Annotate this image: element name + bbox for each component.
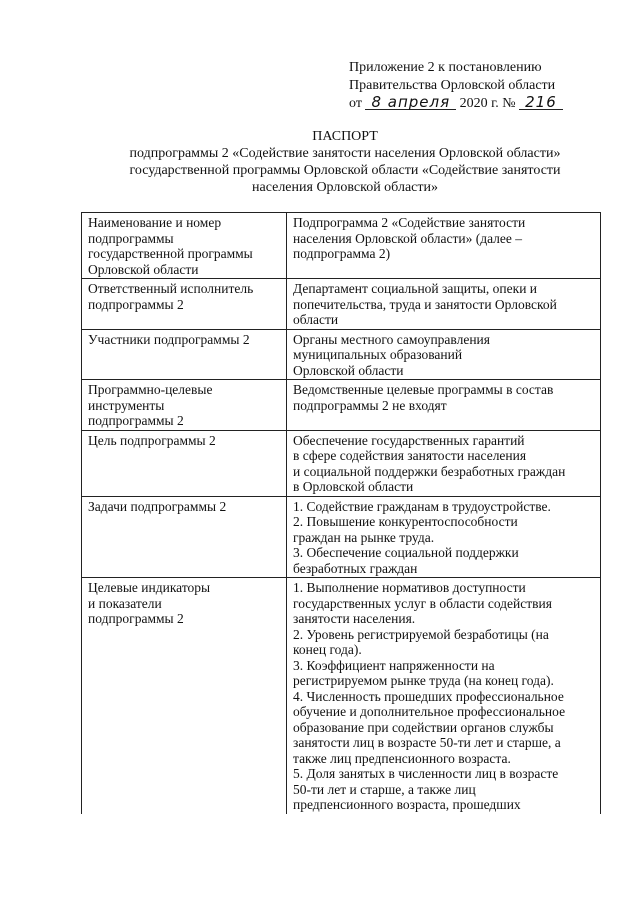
value-line: 2. Повышение конкурентоспособности: [293, 514, 518, 529]
value-line: 3. Обеспечение социальной поддержки: [293, 545, 519, 560]
table-row: [82, 578, 601, 814]
handwritten-number: 216: [519, 95, 563, 110]
table-row: [82, 279, 601, 330]
label-line: Цель подпрограммы 2: [88, 432, 216, 448]
value-line: Органы местного самоуправления: [293, 331, 490, 347]
value-line: безработных граждан: [293, 560, 418, 576]
label-line: подпрограммы: [88, 230, 174, 246]
row-value-cell: [287, 578, 601, 814]
label-line: государственной программы: [88, 246, 253, 261]
value-line: 5. Доля занятых в численности лиц в возрасте: [293, 766, 559, 781]
row-label-cell: [82, 430, 287, 496]
value-line: 4. Численность прошедших профессиональное: [293, 688, 564, 704]
row-value-cell: [287, 430, 601, 496]
label-line: инструменты: [88, 397, 165, 413]
handwritten-date: 8 апреля: [365, 95, 456, 110]
title-passport: ПАСПОРТ: [312, 129, 378, 144]
value-line: 50-ти лет и старше, а также лиц: [293, 781, 476, 797]
table-row: [82, 380, 601, 431]
value-line: образование при содействии органов службы: [293, 719, 554, 735]
value-line: 1. Выполнение нормативов доступности: [293, 580, 526, 595]
value-line: регистрируемом рынке труда (на конец года).: [293, 673, 554, 688]
value-line: Обеспечение государственных гарантий: [293, 432, 525, 448]
table-row: [82, 329, 601, 380]
label-line: Задачи подпрограммы 2: [88, 498, 227, 514]
row-label-cell: [82, 496, 287, 578]
value-line: попечительства, труда и занятости Орловской: [293, 296, 557, 312]
date-prefix: от: [349, 96, 362, 111]
table-row: [82, 430, 601, 496]
date-year: 2020 г. №: [459, 96, 516, 111]
value-line: подпрограмма 2): [293, 246, 391, 261]
row-label-cell: [82, 578, 287, 814]
row-value-cell: [287, 380, 601, 431]
value-line: Ведомственные целевые программы в состав: [293, 382, 554, 397]
value-line: занятости лиц в возрасте 50-ти лет и старше, а: [293, 735, 561, 750]
label-line: Ответственный исполнитель: [88, 281, 254, 296]
label-line: Участники подпрограммы 2: [88, 331, 250, 347]
label-line: Программно-целевые: [88, 382, 213, 397]
label-line: Орловской области: [88, 261, 199, 277]
value-line: 1. Содействие гражданам в трудоустройстве.: [293, 498, 551, 514]
row-label-cell: [82, 279, 287, 330]
value-line: в Орловской области: [293, 479, 414, 494]
row-value-cell: [287, 496, 601, 578]
label-line: подпрограммы 2: [88, 296, 184, 312]
value-line: населения Орловской области» (далее –: [293, 230, 523, 246]
value-line: Орловской области: [293, 362, 404, 378]
value-line: граждан на рынке труда.: [293, 529, 435, 545]
value-line: 3. Коэффициент напряженности на: [293, 657, 495, 673]
value-line: Департамент социальной защиты, опеки и: [293, 281, 538, 296]
row-value-cell: [287, 279, 601, 330]
label-line: Целевые индикаторы: [88, 580, 211, 595]
value-line: подпрограммы 2 не входят: [293, 397, 447, 413]
appendix-line-2: Правительства Орловской области: [349, 78, 556, 93]
value-line: в сфере содействия занятости населения: [293, 448, 527, 463]
title-line-4: населения Орловской области»: [252, 180, 438, 195]
label-line: подпрограммы 2: [88, 611, 184, 626]
document-title: [95, 128, 595, 196]
appendix-date-line: [349, 95, 594, 113]
title-line-3: государственной программы Орловской области «Содействие занятости: [129, 163, 561, 178]
appendix-line-1: Приложение 2 к постановлению: [349, 60, 542, 75]
row-value-cell: [287, 213, 601, 279]
value-line: обучение и дополнительное профессиональное: [293, 704, 566, 719]
value-line: 2. Уровень регистрируемой безработицы (на: [293, 626, 549, 642]
value-line: и социальной поддержки безработных граждан: [293, 463, 566, 479]
title-line-2: подпрограммы 2 «Содействие занятости населения Орловской области»: [129, 146, 561, 161]
table-row: [82, 496, 601, 578]
value-line: также лиц предпенсионного возраста.: [293, 750, 511, 766]
row-label-cell: [82, 380, 287, 431]
row-label-cell: [82, 329, 287, 380]
value-line: предпенсионного возраста, прошедших: [293, 797, 521, 812]
label-line: Наименование и номер: [88, 215, 222, 230]
value-line: занятости населения.: [293, 611, 416, 626]
appendix-header: [349, 59, 594, 113]
passport-table: [81, 212, 601, 814]
row-value-cell: [287, 329, 601, 380]
value-line: государственных услуг в области содействия: [293, 595, 552, 611]
table-row: [82, 213, 601, 279]
label-line: и показатели: [88, 595, 162, 611]
row-label-cell: [82, 213, 287, 279]
value-line: области: [293, 312, 339, 327]
value-line: Подпрограмма 2 «Содействие занятости: [293, 215, 526, 230]
value-line: муниципальных образований: [293, 347, 463, 362]
value-line: конец года).: [293, 642, 362, 657]
label-line: подпрограммы 2: [88, 413, 184, 428]
